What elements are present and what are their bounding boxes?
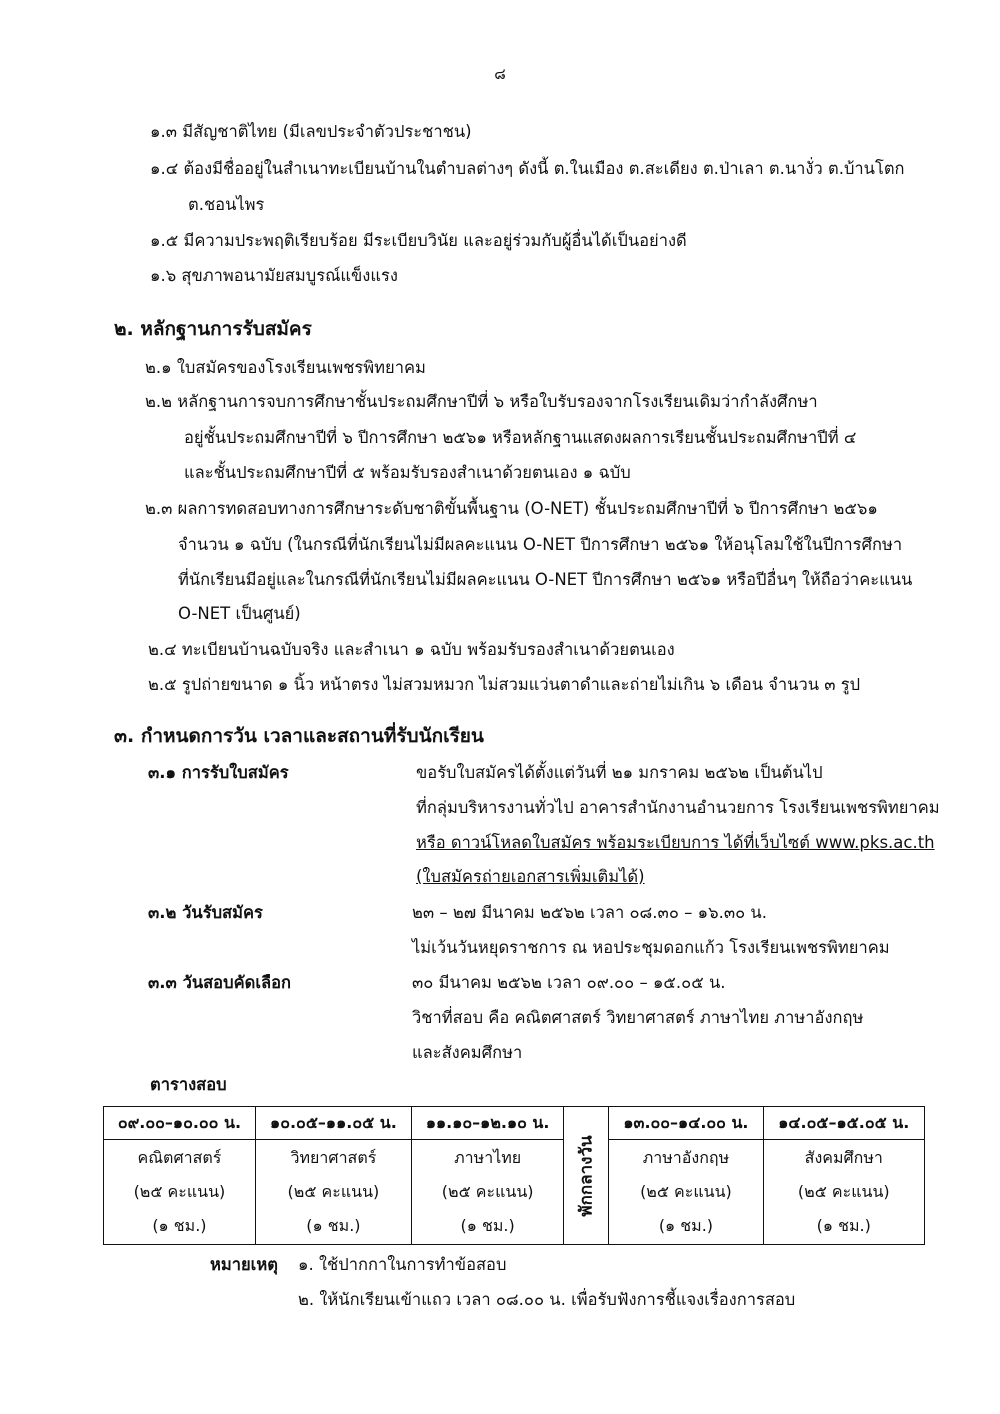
- item-2-1: ๒.๑ ใบสมัครของโรงเรียนเพชรพิทยาคม: [145, 358, 426, 377]
- subject-score: (๒๕ คะแนน): [640, 1182, 732, 1201]
- lunch-break-cell: [564, 1107, 609, 1245]
- item-1-3: ๑.๓ มีสัญชาติไทย (มีเลขประจำตัวประชาชน): [150, 122, 472, 141]
- subject-cell-1: [104, 1140, 256, 1245]
- item-1-4: ๑.๔ ต้องมีชื่ออยู่ในสำเนาทะเบียนบ้านในตำบลต่างๆ ดังนี้ ต.ในเมือง ต.สะเดียง ต.ป่าเลา ต.นางั่ว ต.บ้านโตก: [150, 159, 905, 178]
- subject-name: วิทยาศาสตร์: [290, 1148, 377, 1167]
- section-2-heading: ๒. หลักฐานการรับสมัคร: [114, 318, 312, 340]
- sub-3-3-line3: และสังคมศึกษา: [412, 1043, 523, 1062]
- subject-score: (๒๕ คะแนน): [287, 1182, 380, 1201]
- item-2-5: ๒.๕ รูปถ่ายขนาด ๑ นิ้ว หน้าตรง ไม่สวมหมวก ไม่สวมแว่นตาดำและถ่ายไม่เกิน ๖ เดือน จำนวน ๓ รูป: [148, 675, 861, 694]
- item-2-3-cont2: ที่นักเรียนมีอยู่และในกรณีที่นักเรียนไม่มีผลคะแนน O-NET ปีการศึกษา ๒๕๖๑ หรือปีอื่นๆ ให้ถือว่าคะแนน: [178, 570, 913, 589]
- sub-3-3-line1: ๓๐ มีนาคม ๒๕๖๒ เวลา ๐๙.๐๐ – ๑๕.๐๕ น.: [412, 973, 726, 992]
- subject-duration: (๑ ชม.): [460, 1216, 515, 1235]
- sub-3-1-line2: ที่กลุ่มบริหารงานทั่วไป อาคารสำนักงานอำนวยการ โรงเรียนเพชรพิทยาคม: [416, 798, 940, 817]
- subject-name: ภาษาไทย: [454, 1148, 522, 1167]
- exam-schedule-table: [103, 1106, 925, 1245]
- section-3-heading: ๓. กำหนดการวัน เวลาและสถานที่รับนักเรียน: [114, 725, 484, 747]
- schedule-header-row: [104, 1107, 925, 1140]
- time-slot-5: ๑๔.๐๕–๑๕.๐๕ น.: [763, 1107, 924, 1140]
- item-2-3: ๒.๓ ผลการทดสอบทางการศึกษาระดับชาติขั้นพื้นฐาน (O-NET) ชั้นประถมศึกษาปีที่ ๖ ปีการศึกษา ๒๕๖๑: [145, 499, 878, 518]
- subject-score: (๒๕ คะแนน): [797, 1182, 890, 1201]
- lunch-break-label: พักกลางวัน: [576, 1134, 597, 1217]
- schedule-subject-row: [104, 1140, 925, 1245]
- page-number: ๘: [494, 65, 506, 83]
- sub-3-3-label: ๓.๓ วันสอบคัดเลือก: [148, 973, 291, 992]
- note-1: ๑. ใช้ปากกาในการทำข้อสอบ: [298, 1255, 507, 1274]
- download-link[interactable]: หรือ ดาวน์โหลดใบสมัคร พร้อมระเบียบการ ได้ที่เว็บไซต์ www.pks.ac.th: [416, 833, 935, 852]
- sub-3-2-label: ๓.๒ วันรับสมัคร: [148, 903, 263, 922]
- item-2-3-cont3: O-NET เป็นศูนย์): [178, 604, 301, 623]
- subject-duration: (๑ ชม.): [152, 1216, 207, 1235]
- notes-label: หมายเหตุ: [210, 1255, 278, 1274]
- subject-name: สังคมศึกษา: [804, 1148, 883, 1167]
- subject-name: ภาษาอังกฤษ: [642, 1148, 730, 1167]
- time-slot-4: ๑๓.๐๐–๑๔.๐๐ น.: [609, 1107, 763, 1140]
- subject-cell-4: [609, 1140, 763, 1245]
- item-2-2-cont1: อยู่ชั้นประถมศึกษาปีที่ ๖ ปีการศึกษา ๒๕๖๑ หรือหลักฐานแสดงผลการเรียนชั้นประถมศึกษาปีที่ ๔: [184, 428, 857, 447]
- sub-3-2-line2: ไม่เว้นวันหยุดราชการ ณ หอประชุมดอกแก้ว โรงเรียนเพชรพิทยาคม: [412, 938, 890, 957]
- note-2: ๒. ให้นักเรียนเข้าแถว เวลา ๐๘.๐๐ น. เพื่อรับฟังการชี้แจงเรื่องการสอบ: [298, 1290, 796, 1309]
- item-1-5: ๑.๕ มีความประพฤติเรียบร้อย มีระเบียบวินัย และอยู่ร่วมกับผู้อื่นได้เป็นอย่างดี: [150, 231, 687, 250]
- subject-duration: (๑ ชม.): [658, 1216, 714, 1235]
- time-slot-1: ๐๙.๐๐–๑๐.๐๐ น.: [104, 1107, 256, 1140]
- sub-3-2-line1: ๒๓ – ๒๗ มีนาคม ๒๕๖๒ เวลา ๐๘.๓๐ – ๑๖.๓๐ น.: [412, 903, 767, 922]
- item-2-2: ๒.๒ หลักฐานการจบการศึกษาชั้นประถมศึกษาปีที่ ๖ หรือใบรับรองจากโรงเรียนเดิมว่ากำลังศึกษา: [145, 392, 818, 411]
- time-slot-2: ๑๐.๐๕–๑๑.๐๕ น.: [255, 1107, 411, 1140]
- subject-cell-3: [411, 1140, 563, 1245]
- subject-cell-2: [255, 1140, 411, 1245]
- subject-duration: (๑ ชม.): [816, 1216, 871, 1235]
- item-1-6: ๑.๖ สุขภาพอนามัยสมบูรณ์แข็งแรง: [150, 266, 398, 285]
- subject-name: คณิตศาสตร์: [137, 1148, 222, 1167]
- sub-3-1-line1: ขอรับใบสมัครได้ตั้งแต่วันที่ ๒๑ มกราคม ๒๕๖๒ เป็นต้นไป: [416, 763, 823, 782]
- subject-score: (๒๕ คะแนน): [441, 1182, 534, 1201]
- item-2-2-cont2: และชั้นประถมศึกษาปีที่ ๕ พร้อมรับรองสำเนาด้วยตนเอง ๑ ฉบับ: [184, 463, 631, 482]
- item-2-4: ๒.๔ ทะเบียนบ้านฉบับจริง และสำเนา ๑ ฉบับ พร้อมรับรองสำเนาด้วยตนเอง: [148, 640, 675, 659]
- subject-score: (๒๕ คะแนน): [133, 1182, 226, 1201]
- item-2-3-cont1: จำนวน ๑ ฉบับ (ในกรณีที่นักเรียนไม่มีผลคะแนน O-NET ปีการศึกษา ๒๕๖๑ ให้อนุโลมใช้ในปีการศึกษา: [178, 535, 903, 554]
- time-slot-3: ๑๑.๑๐–๑๒.๑๐ น.: [411, 1107, 563, 1140]
- sub-3-1-label: ๓.๑ การรับใบสมัคร: [148, 763, 289, 782]
- item-1-4-cont: ต.ชอนไพร: [188, 195, 265, 214]
- subject-duration: (๑ ชม.): [306, 1216, 361, 1235]
- photocopy-note: (ใบสมัครถ่ายเอกสารเพิ่มเติมได้): [416, 867, 645, 886]
- sub-3-3-line2: วิชาที่สอบ คือ คณิตศาสตร์ วิทยาศาสตร์ ภาษาไทย ภาษาอังกฤษ: [412, 1008, 864, 1027]
- subject-cell-5: [763, 1140, 924, 1245]
- schedule-title: ตารางสอบ: [150, 1075, 227, 1094]
